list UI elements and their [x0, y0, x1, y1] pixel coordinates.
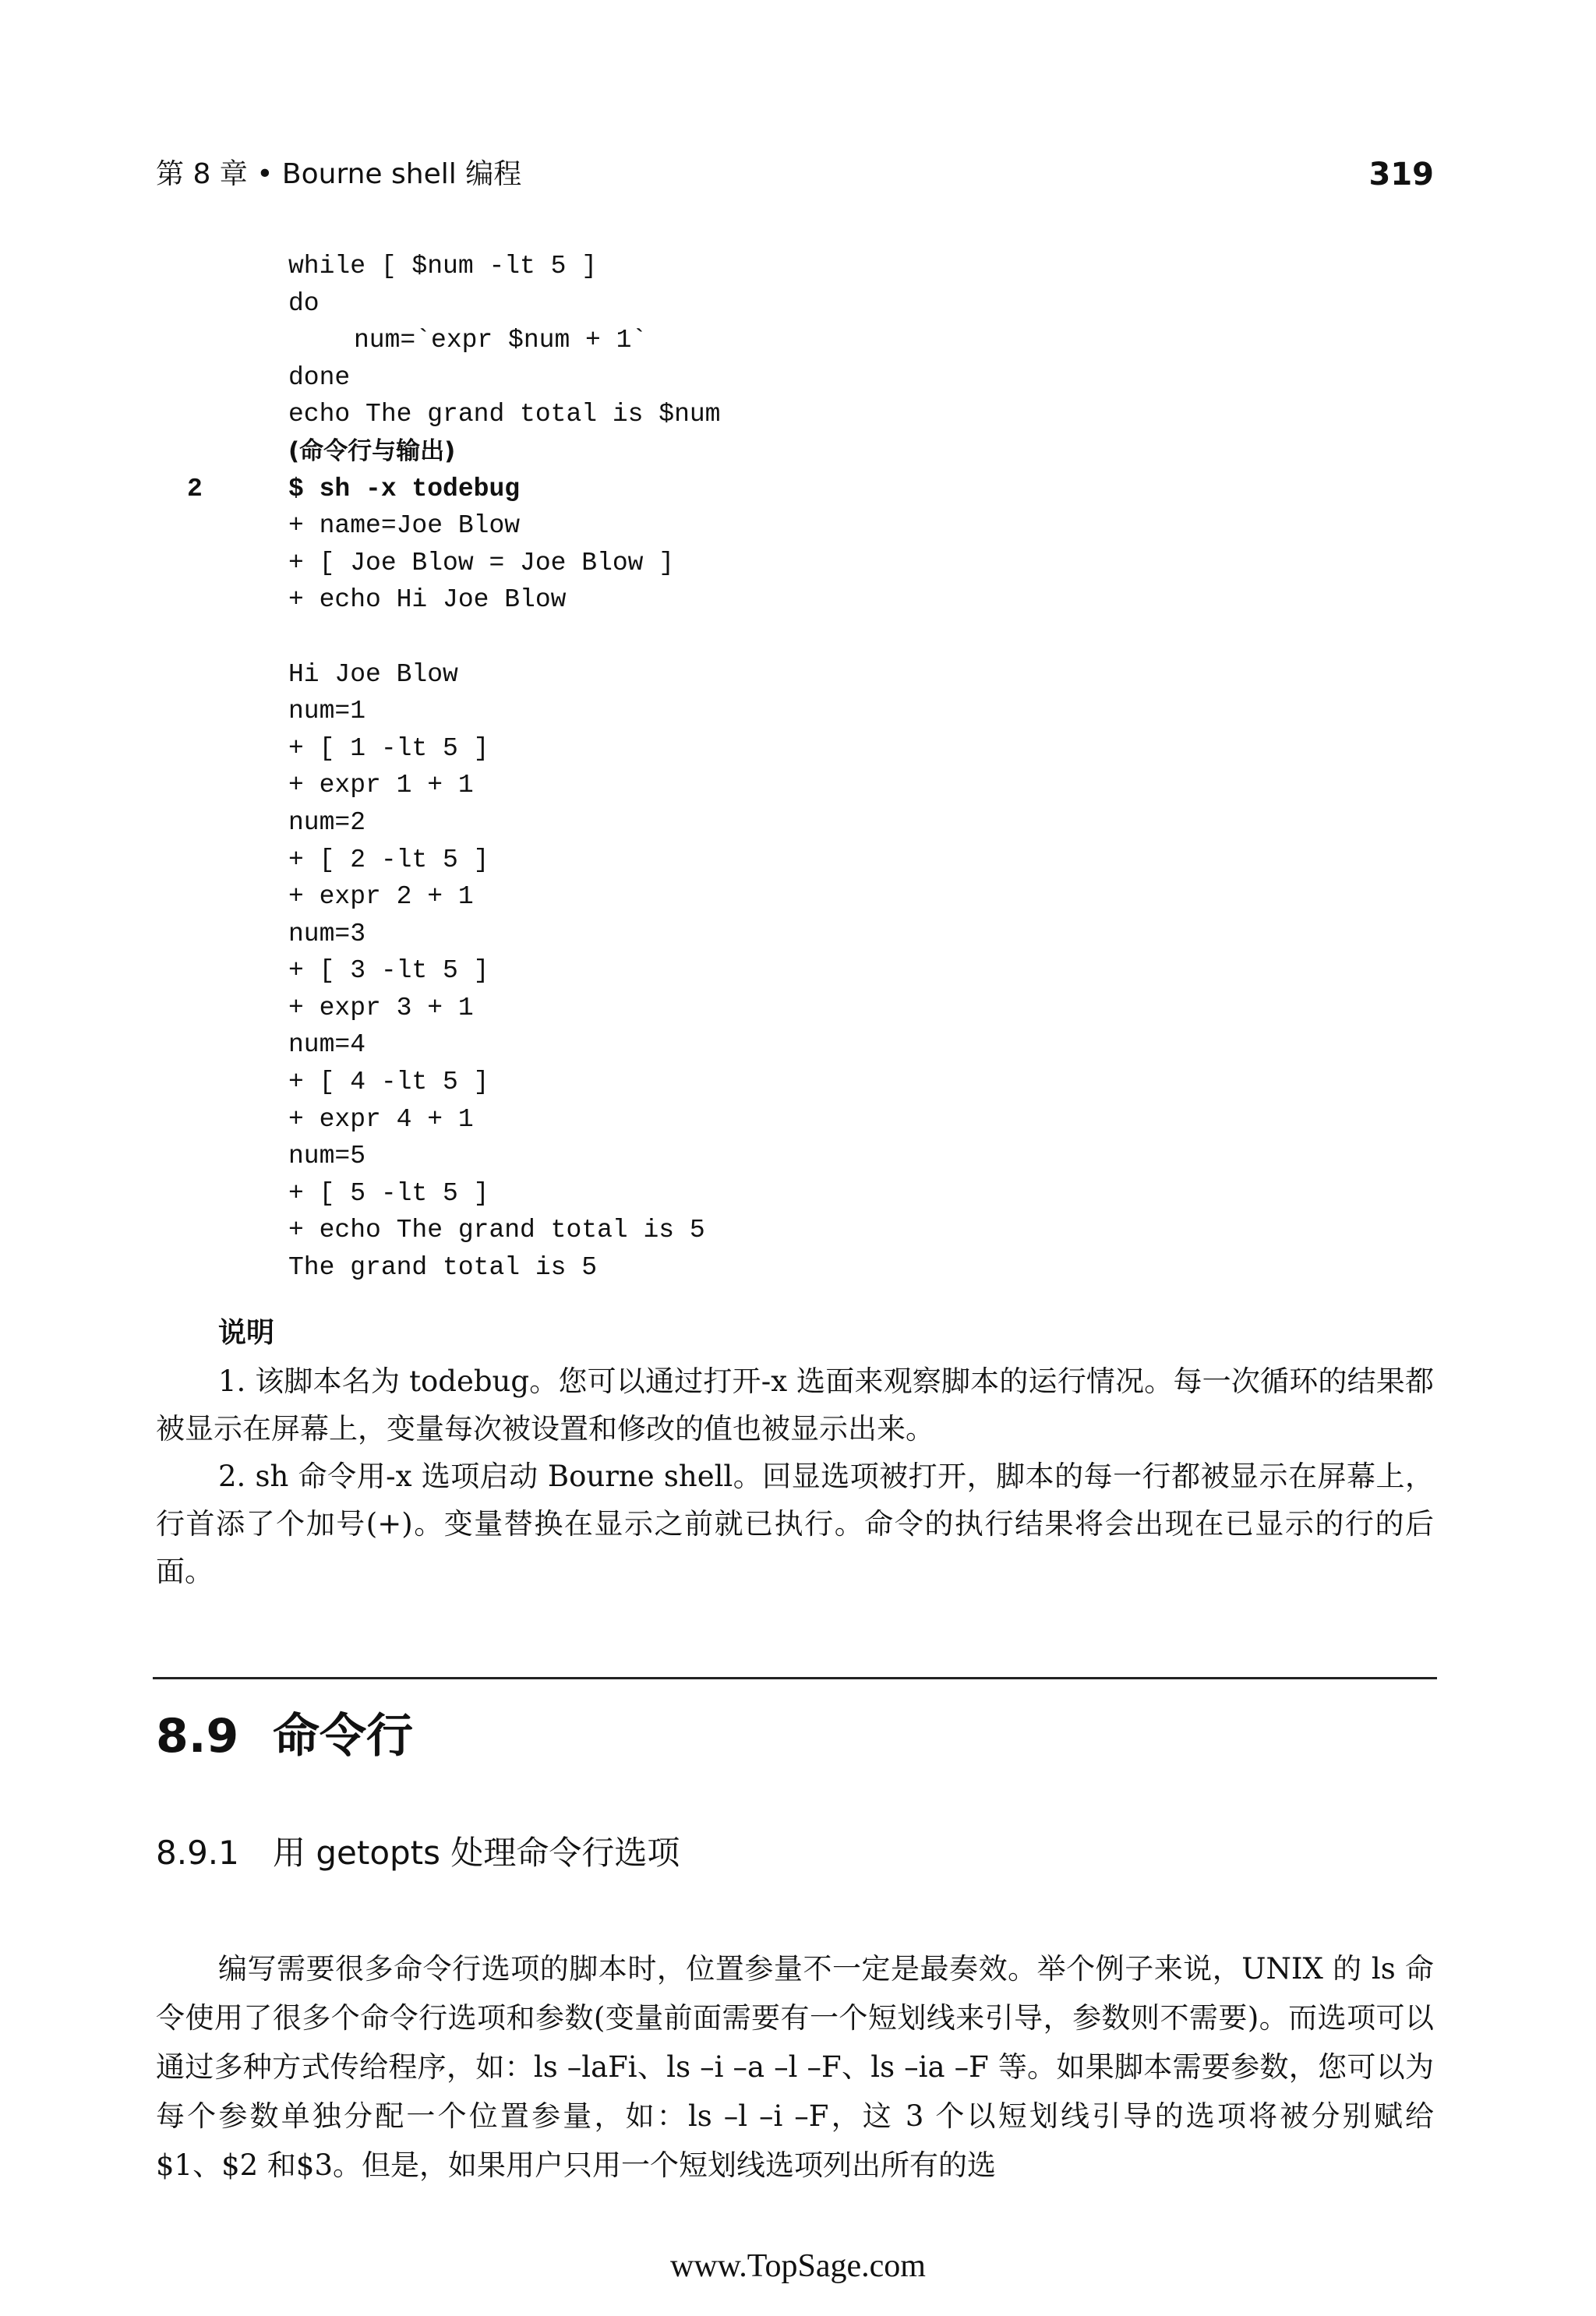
section-heading: [156, 1703, 413, 1769]
code-line: [187, 581, 1278, 619]
code-line: [187, 730, 1278, 768]
code-line-text: num=4: [288, 1030, 366, 1060]
code-line: [187, 1212, 1278, 1249]
code-line: [187, 396, 1278, 433]
code-line-text: + echo The grand total is 5: [288, 1216, 705, 1245]
code-line-text: num=1: [288, 697, 366, 726]
code-line-text: num=2: [288, 807, 366, 837]
explanation-paragraph: 2. sh 命令用-x 选项启动 Bourne shell。回显选项被打开，脚本的每一行都被显示在屏幕上，行首添了个加号(+)。变量替换在显示之前就已执行。命令的执行结果将会出现在已显示的行的后面。: [156, 1460, 1434, 1588]
code-line: [187, 545, 1278, 582]
code-line-text: while [ $num -lt 5 ]: [288, 252, 598, 281]
code-line-text: + expr 1 + 1: [288, 771, 474, 800]
code-line: [187, 693, 1278, 730]
page-header: [156, 153, 1434, 199]
code-line-text: + [ 4 -lt 5 ]: [288, 1068, 489, 1097]
section-divider: [153, 1677, 1437, 1679]
code-line: [187, 322, 1278, 359]
body-text: [156, 1944, 1434, 2190]
code-line: [187, 619, 1278, 656]
code-line: [187, 1064, 1278, 1101]
code-line: [187, 507, 1278, 545]
code-line-text: + echo Hi Joe Blow: [288, 585, 567, 615]
code-line-text: + [ 3 -lt 5 ]: [288, 956, 489, 986]
code-line-text: + expr 2 + 1: [288, 882, 474, 912]
code-line: [187, 656, 1278, 694]
code-line: [187, 471, 1278, 508]
code-line-text: + expr 3 + 1: [288, 993, 474, 1022]
code-line: [187, 842, 1278, 879]
code-line: [187, 952, 1278, 990]
code-line: [187, 359, 1278, 397]
code-line: [187, 1175, 1278, 1213]
code-line: [187, 1101, 1278, 1139]
subsection-heading: [156, 1830, 680, 1876]
code-line-number: 2: [187, 474, 203, 503]
page-number: 319: [1368, 157, 1434, 192]
explanation: [156, 1357, 1434, 1595]
code-line-text: (命令行与输出): [288, 436, 456, 465]
code-line: [187, 1026, 1278, 1064]
code-line: [187, 878, 1278, 916]
code-line-text: Hi Joe Blow: [288, 659, 458, 689]
code-line: [187, 804, 1278, 842]
code-line-text: num=`expr $num + 1`: [354, 326, 648, 355]
subsection-number: 8.9.1: [156, 1834, 239, 1872]
code-line-text: num=5: [288, 1142, 366, 1171]
code-line: [187, 916, 1278, 953]
subsection-title: 用 getopts 处理命令行选项: [273, 1834, 680, 1872]
code-line: [187, 248, 1278, 285]
code-listing: [187, 248, 1278, 1287]
code-line: [187, 285, 1278, 323]
body-paragraph: 编写需要很多命令行选项的脚本时，位置参量不一定是最奏效。举个例子来说，UNIX 的 ls 命令使用了很多个命令行选项和参数(变量前面需要有一个短划线来引导，参数则不需要)。而选项可以通过多种方式传给程序，如：ls –laFi、ls –i –a –l –F、ls –ia –F 等。如果脚本需要参数，您可以为每个参数单独分配一个位置参量，如：ls –l –i –F，这 3 个以短划线引导的选项将被分别赋给$1、$2 和$3。但是，如果用户只用一个短划线选项列出所有的选: [156, 1952, 1434, 2182]
code-line-text: + name=Joe Blow: [288, 511, 521, 541]
code-line-text: echo The grand total is $num: [288, 400, 721, 429]
code-line: [187, 990, 1278, 1027]
code-line: [187, 1138, 1278, 1175]
section-title: 命令行: [273, 1709, 413, 1763]
code-line-text: + [ 5 -lt 5 ]: [288, 1178, 489, 1208]
code-line-text: $ sh -x todebug: [288, 474, 521, 503]
code-line-text: + [ Joe Blow = Joe Blow ]: [288, 548, 675, 577]
code-line-text: do: [288, 288, 320, 318]
code-line-text: The grand total is 5: [288, 1253, 598, 1283]
code-line-text: done: [288, 362, 351, 392]
explanation-title: 说明: [218, 1317, 275, 1349]
running-head: 第 8 章 • Bourne shell 编程: [156, 158, 522, 190]
section-number: 8.9: [156, 1709, 239, 1763]
footer-url: www.TopSage.com: [670, 2248, 926, 2284]
explanation-paragraph: 1. 该脚本名为 todebug。您可以通过打开-x 选面来观察脚本的运行情况。每一次循环的结果都被显示在屏幕上，变量每次被设置和修改的值也被显示出来。: [156, 1365, 1434, 1446]
code-line-text: + [ 2 -lt 5 ]: [288, 845, 489, 874]
code-line: [187, 433, 1278, 471]
code-line-text: + [ 1 -lt 5 ]: [288, 733, 489, 763]
code-line-text: num=3: [288, 919, 366, 948]
code-line: [187, 1249, 1278, 1287]
code-line: [187, 767, 1278, 804]
code-line-text: + expr 4 + 1: [288, 1104, 474, 1134]
